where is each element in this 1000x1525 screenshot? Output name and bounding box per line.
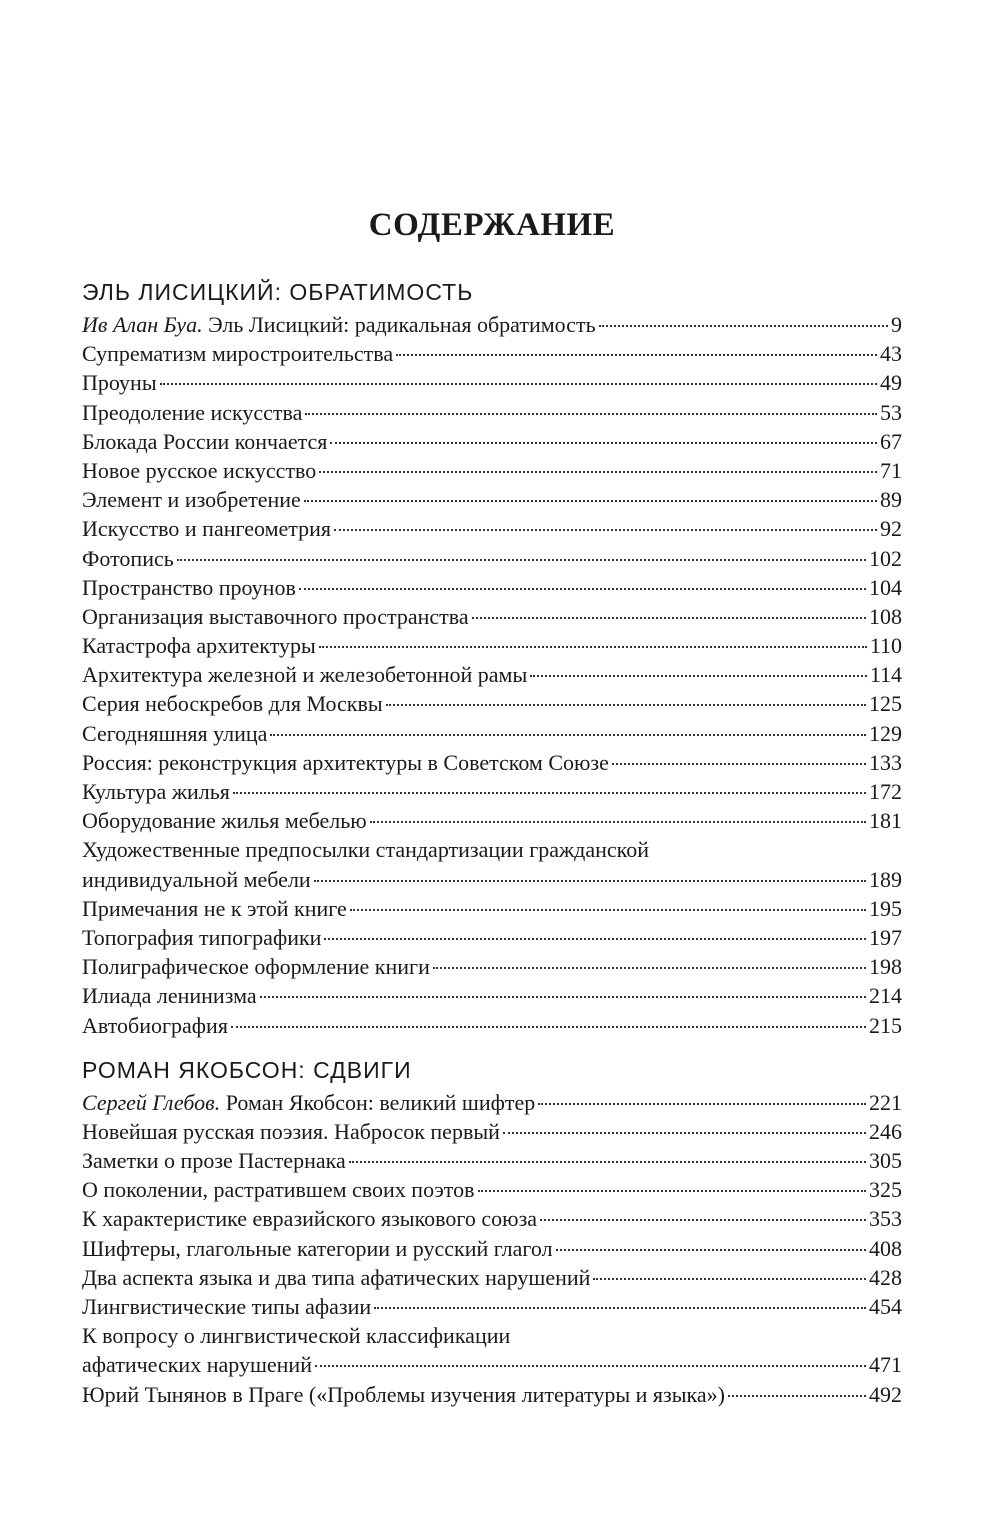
toc-entry [82, 689, 902, 718]
toc-entry [82, 748, 902, 777]
entry-title-wrap [82, 748, 609, 777]
entry-title: Супрематизм миростроительства [82, 341, 394, 367]
page-number: 49 [880, 370, 902, 396]
page-number: 197 [869, 924, 902, 950]
dot-leader [160, 383, 877, 385]
dot-leader [319, 471, 877, 473]
toc-entry [82, 1117, 902, 1146]
dot-leader [299, 588, 866, 590]
page-number: 492 [869, 1381, 902, 1407]
entry-title-wrap [82, 1146, 346, 1175]
entry-title-wrap [82, 719, 267, 748]
toc-entry [82, 1146, 902, 1175]
entry-title-wrap [82, 923, 321, 952]
entry-title-first-line: К вопросу о лингвистической классификации [82, 1323, 511, 1349]
toc-entry [82, 573, 902, 602]
page-number: 102 [869, 545, 902, 571]
toc-entry [82, 777, 902, 806]
toc-entry [82, 631, 902, 660]
entry-title-first-line: Художественные предпосылки стандартизации гражданской [82, 837, 650, 863]
entry-title-wrap [82, 514, 331, 543]
dot-leader [315, 1365, 866, 1367]
entry-title-wrap [82, 777, 230, 806]
entry-title-wrap [82, 485, 301, 514]
toc-entry [82, 339, 902, 368]
toc-entry [82, 485, 902, 514]
dot-leader [503, 1132, 866, 1134]
page-number: 89 [880, 487, 902, 513]
toc-entry [82, 894, 902, 923]
entry-title-wrap [82, 544, 174, 573]
entry-title-wrap [82, 1175, 475, 1204]
dot-leader [386, 704, 866, 706]
entry-title-wrap [82, 660, 527, 689]
entry-title: Новейшая русская поэзия. Набросок первый [82, 1118, 500, 1144]
page-number: 129 [869, 720, 902, 746]
entry-title: афатических нарушений [82, 1352, 312, 1378]
entry-title: К характеристике евразийского языкового союза [82, 1206, 538, 1232]
page-number: 104 [869, 574, 902, 600]
entry-title: Преодоление искусства [82, 399, 303, 425]
entry-title: Полиграфическое оформление книги [82, 954, 430, 980]
entry-title-wrap [82, 427, 327, 456]
entry-title-wrap [82, 631, 316, 660]
entry-title-wrap [82, 689, 383, 718]
entry-title-wrap [82, 1117, 500, 1146]
entry-title-wrap [82, 1204, 537, 1233]
entry-title: Серия небоскребов для Москвы [82, 691, 383, 717]
toc-entry [82, 1088, 902, 1117]
toc-entry [82, 1380, 902, 1409]
dot-leader [599, 325, 888, 327]
entry-title-wrap [82, 368, 157, 397]
toc-entry [82, 544, 902, 573]
dot-leader [349, 1161, 866, 1163]
dot-leader [350, 909, 866, 911]
dot-leader [305, 413, 877, 415]
toc-entry [82, 427, 902, 456]
entry-author: Сергей Глебов. [82, 1089, 221, 1115]
page-number: 246 [869, 1118, 902, 1144]
toc-section [82, 274, 902, 1040]
page-number: 67 [880, 428, 902, 454]
toc-entry [82, 514, 902, 543]
entry-title: Пространство проунов [82, 574, 296, 600]
entry-title: Искусство и пангеометрия [82, 516, 332, 542]
page-number: 53 [880, 399, 902, 425]
entry-title-wrap [82, 602, 469, 631]
entry-title: Шифтеры, глагольные категории и русский глагол [82, 1235, 553, 1261]
page-number: 181 [869, 808, 902, 834]
entry-title-wrap [82, 806, 367, 835]
entry-title: Фотопись [82, 545, 174, 571]
toc-entry [82, 865, 902, 894]
entry-title: О поколении, растратившем своих поэтов [82, 1177, 475, 1203]
dot-leader [593, 1278, 866, 1280]
toc-entry [82, 1011, 902, 1040]
page-number: 471 [869, 1352, 902, 1378]
dot-leader [319, 646, 867, 648]
entry-title-wrap [82, 1380, 725, 1409]
entry-title-wrap [82, 573, 296, 602]
entry-title-wrap [82, 1088, 535, 1117]
page-number: 133 [869, 749, 902, 775]
toc-entry [82, 923, 902, 952]
dot-leader [330, 442, 877, 444]
toc-entry [82, 1204, 902, 1233]
page-number: 408 [869, 1235, 902, 1261]
page-number: 114 [869, 662, 902, 688]
entry-title: Оборудование жилья мебелью [82, 808, 367, 834]
toc-entry [82, 1263, 902, 1292]
entry-title: Илиада ленинизма [82, 983, 257, 1009]
entry-title: Лингвистические типы афазии [82, 1294, 372, 1319]
entry-title-wrap [82, 398, 302, 427]
dot-leader [530, 675, 867, 677]
toc-entry [82, 1292, 902, 1321]
dot-leader [396, 354, 877, 356]
entry-title-wrap [82, 1292, 371, 1321]
dot-leader [472, 617, 866, 619]
toc-entry [82, 1350, 902, 1379]
page-title: СОДЕРЖАНИЕ [368, 207, 616, 243]
dot-leader [304, 500, 877, 502]
toc-entry [82, 806, 902, 835]
entry-title: Организация выставочного пространства [82, 603, 469, 629]
toc-section [82, 1052, 902, 1409]
toc-entry [82, 719, 902, 748]
dot-leader [370, 821, 866, 823]
page-number: 214 [869, 983, 902, 1009]
dot-leader [612, 763, 866, 765]
table-of-contents [82, 200, 902, 1409]
entry-title: Культура жилья [82, 779, 230, 804]
entry-title: Россия: реконструкция архитектуры в Советском Союзе [82, 749, 609, 775]
dot-leader [324, 938, 866, 940]
dot-leader [478, 1190, 867, 1192]
section-heading: РОМАН ЯКОБСОН: СДВИГИ [82, 1056, 412, 1083]
page-number: 325 [869, 1177, 902, 1203]
entry-title-wrap [82, 952, 430, 981]
page-number: 125 [869, 691, 902, 717]
entry-title-wrap [82, 339, 393, 368]
entry-title: индивидуальной мебели [82, 866, 311, 892]
toc-entry [82, 1234, 902, 1263]
entry-title: Проуны [82, 370, 157, 396]
dot-leader [314, 880, 866, 882]
entry-title-wrap [82, 1011, 228, 1040]
page-number: 428 [869, 1264, 902, 1290]
entry-title-wrap [82, 1263, 590, 1292]
entry-title: Два аспекта языка и два типа афатических нарушений [82, 1264, 591, 1290]
entry-title: Юрий Тынянов в Праге («Проблемы изучения литературы и языка») [82, 1381, 725, 1407]
page-number: 110 [869, 633, 902, 659]
page-number: 454 [869, 1294, 902, 1319]
dot-leader [260, 996, 866, 998]
dot-leader [270, 734, 866, 736]
dot-leader [177, 559, 866, 561]
entry-title: Катастрофа архитектуры [82, 633, 316, 659]
dot-leader [334, 529, 877, 531]
page-number: 92 [880, 516, 902, 542]
page-number: 189 [869, 866, 902, 892]
page-number: 43 [880, 341, 902, 367]
page-number: 108 [869, 603, 902, 629]
dot-leader [231, 1026, 866, 1028]
entry-title-wrap [82, 1350, 312, 1379]
dot-leader [540, 1219, 866, 1221]
entry-title-wrap [82, 865, 311, 894]
entry-title: Топография типографики [82, 924, 322, 950]
entry-title-wrap [82, 456, 316, 485]
toc-entry [82, 981, 902, 1010]
page-number: 9 [891, 312, 902, 337]
entry-title: Роман Якобсон: великий шифтер [225, 1089, 536, 1115]
entry-title-wrap [82, 894, 347, 923]
toc-entry [82, 602, 902, 631]
entry-title-wrap [82, 981, 257, 1010]
entry-author: Ив Алан Буа. [82, 312, 203, 337]
toc-entry [82, 1175, 902, 1204]
dot-leader [728, 1395, 866, 1397]
section-heading: ЭЛЬ ЛИСИЦКИЙ: ОБРАТИМОСТЬ [82, 279, 474, 305]
entry-title: Примечания не к этой книге [82, 895, 347, 921]
entry-title-wrap [82, 310, 596, 339]
dot-leader [233, 792, 866, 794]
toc-entry [82, 368, 902, 397]
entry-title: Сегодняшняя улица [82, 720, 268, 746]
page-number: 221 [869, 1089, 902, 1115]
entry-title: Элемент и изобретение [82, 487, 301, 513]
dot-leader [556, 1249, 866, 1251]
entry-title: Блокада России кончается [82, 428, 328, 454]
page-number: 71 [880, 457, 902, 483]
entry-title: Новое русское искусство [82, 457, 317, 483]
page-number: 305 [869, 1148, 902, 1174]
toc-entry [82, 660, 902, 689]
page-number: 198 [869, 954, 902, 980]
entry-title: Архитектура железной и железобетонной рамы [82, 662, 528, 688]
toc-entry [82, 952, 902, 981]
toc-entry [82, 456, 902, 485]
toc-entry [82, 398, 902, 427]
dot-leader [538, 1103, 866, 1105]
page-number: 215 [869, 1012, 902, 1038]
entry-title: Эль Лисицкий: радикальная обратимость [208, 312, 596, 337]
page-number: 195 [869, 895, 902, 921]
page-number: 353 [869, 1206, 902, 1232]
dot-leader [433, 967, 866, 969]
dot-leader [374, 1307, 866, 1309]
toc-entry [82, 310, 902, 339]
page-number: 172 [869, 779, 902, 804]
entry-title-wrap [82, 1234, 553, 1263]
entry-title: Заметки о прозе Пастернака [82, 1148, 346, 1174]
toc-sections [82, 274, 902, 1409]
entry-title: Автобиография [82, 1012, 228, 1038]
